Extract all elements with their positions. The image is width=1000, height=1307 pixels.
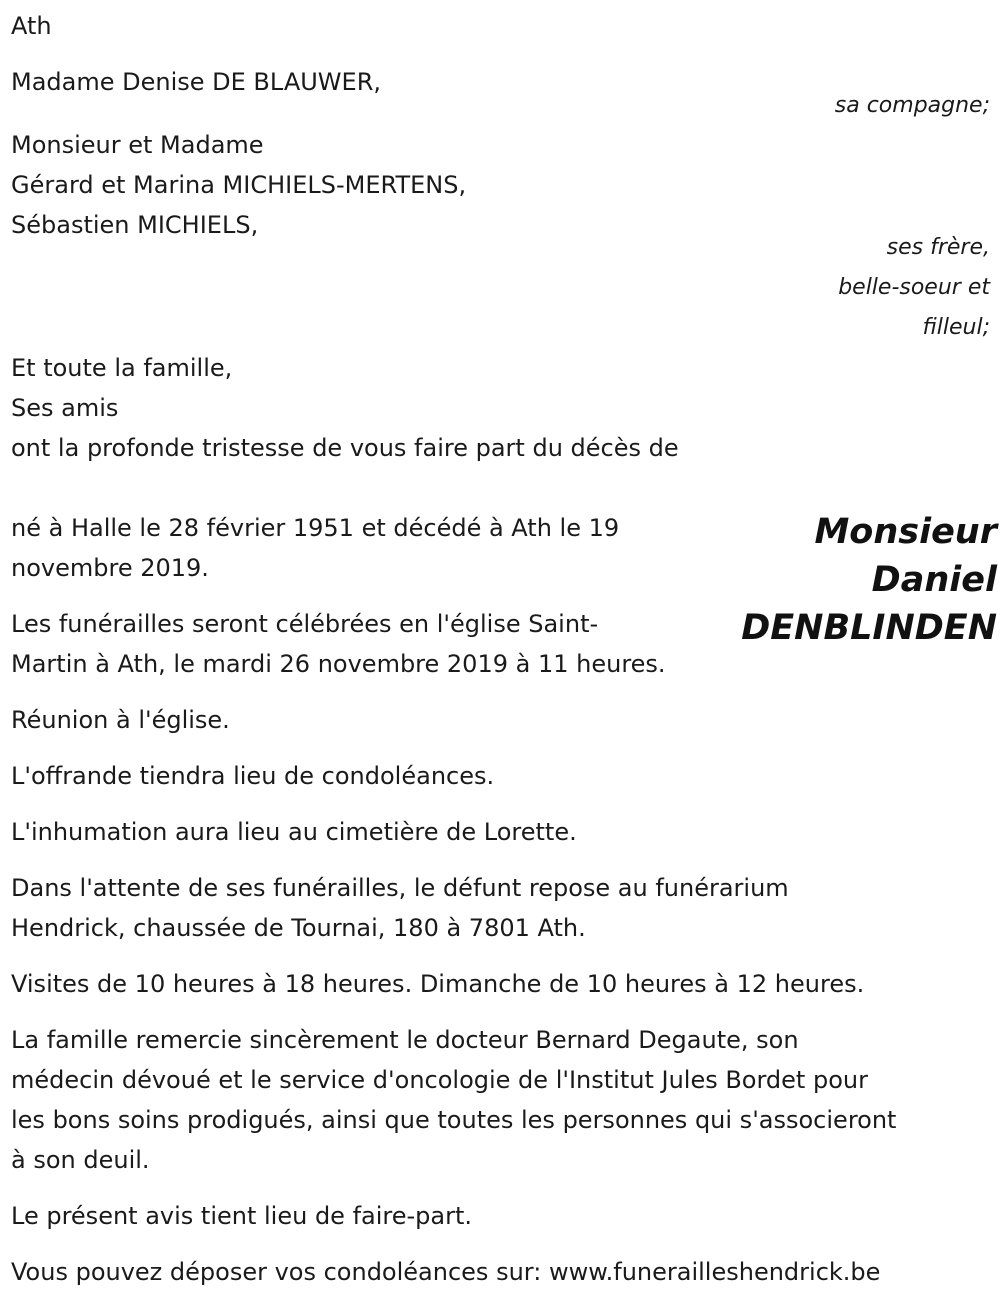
visits-text: Visites de 10 heures à 18 heures. Dimanche de 10 heures à 12 heures. (11, 970, 865, 998)
family-line-3: Sébastien MICHIELS, (11, 211, 259, 239)
city-label: Ath (11, 12, 52, 40)
offering-text: L'offrande tiendra lieu de condoléances. (11, 762, 495, 790)
companion-name: Madame Denise DE BLAUWER, (11, 68, 381, 96)
birth-line-2: novembre 2019. (11, 554, 209, 582)
family-relation-2: belle-soeur et (838, 275, 990, 300)
notice-text: Le présent avis tient lieu de faire-part. (11, 1202, 473, 1230)
companion-relation: sa compagne; (834, 93, 990, 118)
family-line-2: Gérard et Marina MICHIELS-MERTENS, (11, 171, 467, 199)
thanks-line-2: médecin dévoué et le service d'oncologie de l'Institut Jules Bordet pour (11, 1066, 868, 1094)
deceased-title: Monsieur (814, 512, 997, 552)
funeral-line-2: Martin à Ath, le mardi 26 novembre 2019 à 11 heures. (11, 650, 666, 678)
family-relation-3: filleul; (922, 315, 990, 340)
announcement-line-2: Ses amis (11, 394, 119, 422)
deceased-first-name: Daniel (871, 560, 997, 600)
rest-line-1: Dans l'attente de ses funérailles, le défunt repose au funérarium (11, 874, 789, 902)
condolences-text: Vous pouvez déposer vos condoléances sur: www.funerailleshendrick.be (11, 1258, 881, 1286)
funeral-line-1: Les funérailles seront célébrées en l'église Saint- (11, 610, 599, 638)
deceased-name (717, 508, 997, 652)
thanks-line-4: à son deuil. (11, 1146, 150, 1174)
rest-line-2: Hendrick, chaussée de Tournai, 180 à 7801 Ath. (11, 914, 586, 942)
burial-text: L'inhumation aura lieu au cimetière de Lorette. (11, 818, 577, 846)
family-relation-1: ses frère, (886, 235, 990, 260)
family-line-1: Monsieur et Madame (11, 131, 264, 159)
deceased-last-name: DENBLINDEN (741, 608, 997, 648)
thanks-line-1: La famille remercie sincèrement le docteur Bernard Degaute, son (11, 1026, 799, 1054)
announcement-line-1: Et toute la famille, (11, 354, 233, 382)
birth-line-1: né à Halle le 28 février 1951 et décédé à Ath le 19 (11, 514, 620, 542)
announcement-line-3: ont la profonde tristesse de vous faire part du décès de (11, 434, 679, 462)
thanks-line-3: les bons soins prodigués, ainsi que toutes les personnes qui s'associeront (11, 1106, 897, 1134)
meeting-text: Réunion à l'église. (11, 706, 230, 734)
